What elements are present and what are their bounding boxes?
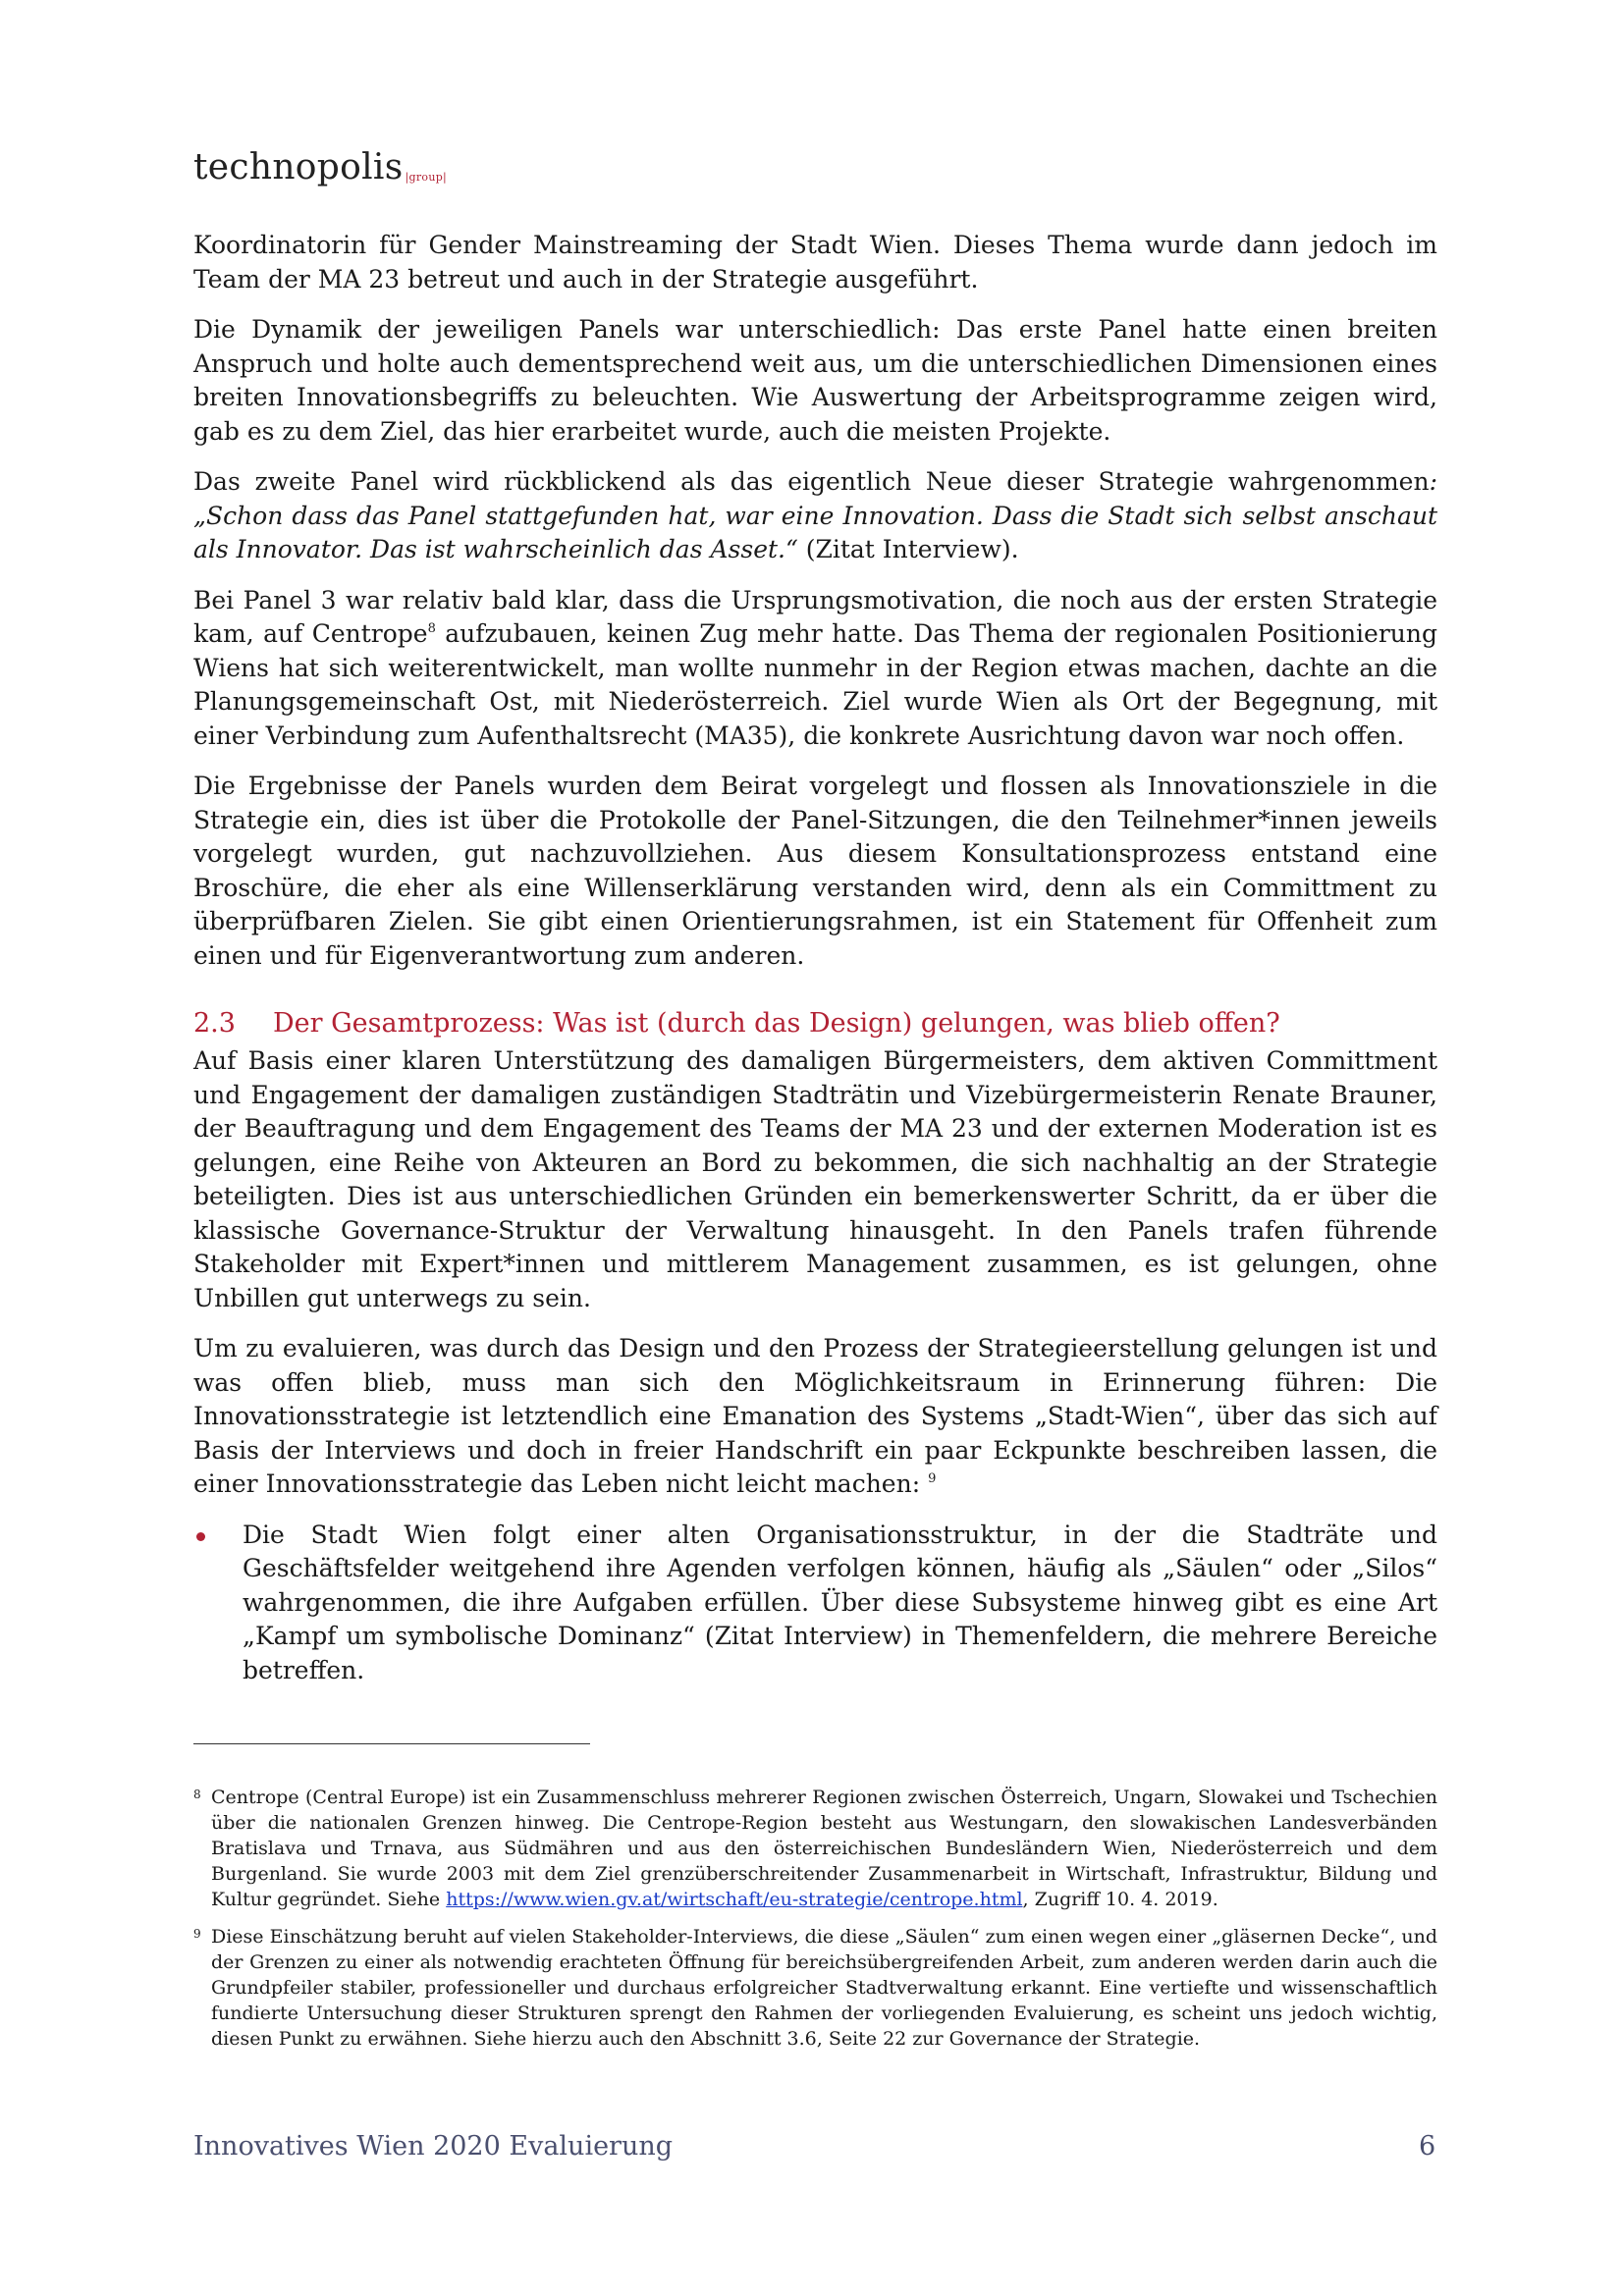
logo-suffix: |group| — [405, 171, 448, 184]
footnotes — [193, 1785, 1437, 2063]
footnote-9-text: Diese Einschätzung beruht auf vielen Stakeholder-Interviews, die diese „Säulen“ zum einen wegen einer „gläsernen Decke“, und der Grenzen zu einer als notwendig erachteten Öffnung für bereichsübergreifenden Arbeit, zum anderen werden darin auch die Grundpfeiler stabiler, professioneller und durchaus erfolgreicher Stadtverwaltung erkannt. Eine vertiefte und wissenschaftlich fundierte Untersuchung dieser Strukturen sprengt den Rahmen der vorliegenden Evaluierung, es scheint uns jedoch wichtig, diesen Punkt zu erwähnen. Siehe hierzu auch den Abschnitt 3.6, Seite 22 zur Governance der Strategie. — [211, 1926, 1437, 2050]
interview-quote: : „Schon dass das Panel stattgefunden hat, war eine Innovation. Dass die Stadt sich selbst anschaut als Innovator. Das ist wahrscheinlich das Asset.“ — [193, 467, 1437, 563]
paragraph-3 — [193, 465, 1437, 567]
paragraph-3-lead: Das zweite Panel wird rückblickend als das eigentlich Neue dieser Strategie wahrgenommen — [193, 467, 1430, 496]
paragraph-3-tail: (Zitat Interview). — [797, 535, 1019, 563]
footnote-8-number: 8 — [193, 1788, 201, 1801]
paragraph-4-part-b: aufzubauen, keinen Zug mehr hatte. Das Thema der regionalen Positionierung Wiens hat sich weiterentwickelt, man wollte nunmehr in der Region etwas machen, dachte an die Planungsgemeinschaft Ost, mit Niederösterreich. Ziel wurde Wien als Ort der Begegnung, mit einer Verbindung zum Aufenthaltsrecht (MA35), die konkrete Ausrichtung davon war noch offen. — [193, 619, 1438, 750]
paragraph-5: Die Ergebnisse der Panels wurden dem Beirat vorgelegt und flossen als Innovationsziele in die Strategie ein, dies ist über die Protokolle der Panel-Sitzungen, die den Teilnehmer*innen jeweils vorgelegt wurden, gut nachzuvollziehen. Aus diesem Konsultationsprozess entstand eine Broschüre, die eher als eine Willenserklärung verstanden wird, denn als ein Committment zu überprüfbaren Zielen. Sie gibt einen Orientierungsrahmen, ist ein Statement für Offenheit zum einen und für Eigenverantwortung zum anderen. — [193, 772, 1437, 970]
bullet-text: Die Stadt Wien folgt einer alten Organisationsstruktur, in der die Stadträte und Geschäftsfelder weitgehend ihre Agenden verfolgen können, häufig als „Säulen“ oder „Silos“ wahrgenommen, die ihre Aufgaben erfüllen. Über diese Subsysteme hinweg gibt es eine Art „Kampf um symbolische Dominanz“ (Zitat Interview) in Themenfeldern, die mehrere Bereiche betreffen. — [243, 1520, 1437, 1684]
paragraph-6: Auf Basis einer klaren Unterstützung des damaligen Bürgermeisters, dem aktiven Committment und Engagement der damaligen zuständigen Stadträtin und Vizebürgermeisterin Renate Brauner, der Beauftragung und dem Engagement des Teams der MA 23 und der externen Moderation ist es gelungen, eine Reihe von Akteuren an Bord zu bekommen, die sich nachhaltig an der Strategie beteiligten. Dies ist aus unterschiedlichen Gründen ein bemerkenswerter Schritt, da er über die klassische Governance-Struktur der Verwaltung hinausgeht. In den Panels trafen führende Stakeholder mit Expert*innen und mittlerem Management zusammen, es ist gelungen, ohne Unbillen gut unterwegs zu sein. — [193, 1046, 1437, 1312]
footnote-ref-8[interactable]: 8 — [427, 621, 436, 636]
paragraph-7 — [193, 1332, 1437, 1502]
footnote-8 — [193, 1785, 1437, 1912]
page-number: 6 — [1419, 2131, 1436, 2162]
paragraph-4 — [193, 584, 1437, 754]
section-heading — [193, 1002, 1437, 1044]
footnote-9 — [193, 1924, 1437, 2052]
list-item — [193, 1519, 1437, 1688]
footnote-8-text: Centrope (Central Europe) ist ein Zusammenschluss mehrerer Regionen zwischen Österreich, Ungarn, Slowakei und Tschechien über die nationalen Grenzen hinweg. Die Centrope-Region besteht aus Westungarn, den slowakischen Landesverbänden Bratislava und Trnava, aus Südmähren und aus den österreichischen Bundesländern Wien, Niederösterreich und dem Burgenland. Sie wurde 2003 mit dem Ziel grenzüberschreitender Zusammenarbeit in Wirtschaft, Infrastruktur, Bildung und Kultur gegründet. Siehe — [211, 1787, 1437, 1910]
bullet-icon — [196, 1532, 205, 1541]
logo-text: technopolis — [193, 147, 404, 187]
footnote-9-number: 9 — [193, 1927, 201, 1941]
paragraph-7-text: Um zu evaluieren, was durch das Design und den Prozess der Strategieerstellung gelungen ist und was offen blieb, muss man sich den Möglichkeitsraum in Erinnerung führen: Die Innovationsstrategie ist letztendlich eine Emanation des Systems „Stadt-Wien“, über das sich auf Basis der Interviews und doch in freier Handschrift ein paar Eckpunkte beschreiben lassen, die einer Innovationsstrategie das Leben nicht leicht machen: — [193, 1334, 1437, 1498]
main-content — [193, 229, 1437, 1687]
footnote-divider — [193, 1743, 590, 1744]
section-title: Der Gesamtprozess: Was ist (durch das Design) gelungen, was blieb offen? — [273, 1008, 1280, 1039]
section-number: 2.3 — [193, 1008, 236, 1039]
paragraph-2: Die Dynamik der jeweiligen Panels war unterschiedlich: Das erste Panel hatte einen breiten Anspruch und holte auch dementsprechend weit aus, um die unterschiedlichen Dimensionen eines breiten Innovationsbegriffs zu beleuchten. Wie Auswertung der Arbeitsprogramme zeigen wird, gab es zu dem Ziel, das hier erarbeitet wurde, auch die meisten Projekte. — [193, 315, 1437, 446]
paragraph-1: Koordinatorin für Gender Mainstreaming der Stadt Wien. Dieses Thema wurde dann jedoch im Team der MA 23 betreut und auch in der Strategie ausgeführt. — [193, 231, 1437, 294]
paragraph-4-part-a: Bei Panel 3 war relativ bald klar, dass die Ursprungsmotivation, die noch aus der ersten Strategie kam, auf Centrope — [193, 585, 1437, 648]
footnote-ref-9[interactable]: 9 — [928, 1471, 937, 1486]
footnote-8-tail: , Zugriff 10. 4. 2019. — [1022, 1889, 1218, 1910]
bullet-list — [193, 1519, 1437, 1688]
centrope-link[interactable]: https://www.wien.gv.at/wirtschaft/eu-strategie/centrope.html — [446, 1889, 1023, 1910]
footer-title: Innovatives Wien 2020 Evaluierung — [193, 2131, 674, 2162]
technopolis-logo — [193, 147, 447, 187]
